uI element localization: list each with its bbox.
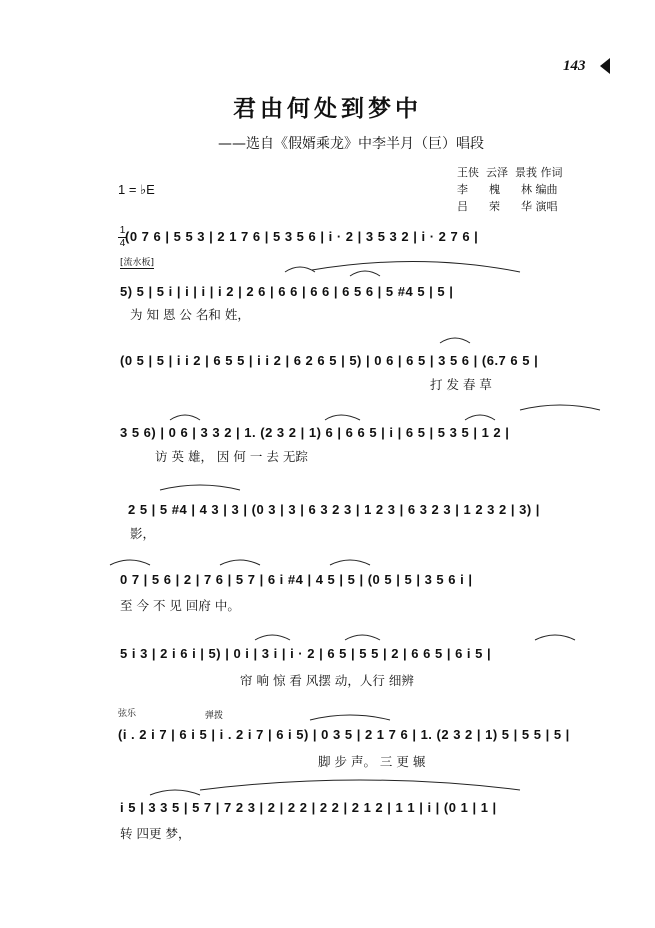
notation-line-2: 5) 5 | 5 i | i | i | i 2 | 2 6 | 6 6 | 6 6 | 6 5 6 | 5 #4 5 | 5 | [120, 284, 454, 299]
notation-line-3: (0 5 | 5 | i i 2 | 6 5 5 | i i 2 | 6 2 6 5 | 5) | 0 6 | 6 5 | 3 5 6 | (6.7 6 5 | [120, 353, 539, 368]
credit-singer: 吕 荣 华 演唱 [457, 200, 558, 213]
time-signature-top: 1 [119, 225, 126, 236]
time-signature-bottom: 4 [119, 238, 126, 249]
instrument-label-strings: 弦乐 [118, 709, 137, 719]
notation-line-5: 2 5 | 5 #4 | 4 3 | 3 | (0 3 | 3 | 6 3 2 3 | 1 2 3 | 6 3 2 3 | 1 2 3 2 | 3) | [128, 502, 540, 517]
notation-line-7: 5 i 3 | 2 i 6 i | 5) | 0 i | 3 i | i · 2 | 6 5 | 5 5 | 2 | 6 6 5 | 6 i 5 | [120, 646, 492, 661]
lyrics-line-9: 转 四更 梦， [120, 826, 191, 841]
notation-line-8: (i . 2 i 7 | 6 i 5 | i . 2 i 7 | 6 i 5) | 0 3 5 | 2 1 7 6 | 1. (2 3 2 | 1) 5 | 5 5 | 5 | [118, 727, 570, 742]
lyrics-line-4: 访 英 雄， 因 何 一 去 无踪 [155, 449, 308, 464]
credit-lyricist: 王侠 云泽 景莪 作词 [457, 166, 563, 179]
credit-arranger: 李 槐 林 编曲 [457, 183, 558, 196]
page-number: 143 [563, 58, 586, 74]
key-signature: 1 = ♭E [118, 182, 155, 197]
notation-line-6: 0 7 | 5 6 | 2 | 7 6 | 5 7 | 6 i #4 | 4 5 | 5 | (0 5 | 5 | 3 5 6 i | [120, 572, 473, 587]
notation-line-4: 3 5 6) | 0 6 | 3 3 2 | 1. (2 3 2 | 1) 6 | 6 6 5 | i | 6 5 | 5 3 5 | 1 2 | [120, 425, 510, 440]
lyrics-line-2: 为 知 恩 公 名和 姓， [130, 307, 250, 322]
lyrics-line-6: 至 今 不 见 回府 中。 [120, 598, 240, 613]
notation-line-1: (0 7 6 | 5 5 3 | 2 1 7 6 | 5 3 5 6 | i · 2 | 3 5 3 2 | i · 2 7 6 | [125, 229, 479, 244]
lyrics-line-7: 帘 响 惊 看 风摆 动，人行 细辨 [240, 673, 414, 688]
section-label: [流水板] [120, 255, 154, 269]
song-subtitle: ——选自《假婿乘龙》中李半月（巨）唱段 [218, 136, 484, 152]
notation-line-9: i 5 | 3 3 5 | 5 7 | 7 2 3 | 2 | 2 2 | 2 2 | 2 1 2 | 1 1 | i | (0 1 | 1 | [120, 800, 497, 815]
lyrics-line-5: 影， [130, 526, 156, 541]
instrument-label-plucked: 弹拨 [205, 711, 224, 721]
song-title: 君由何处到梦中 [233, 95, 422, 122]
lyrics-line-8: 脚 步 声。 三 更 辗 [318, 754, 426, 769]
lyrics-line-3: 打 发 春 草 [430, 377, 492, 392]
